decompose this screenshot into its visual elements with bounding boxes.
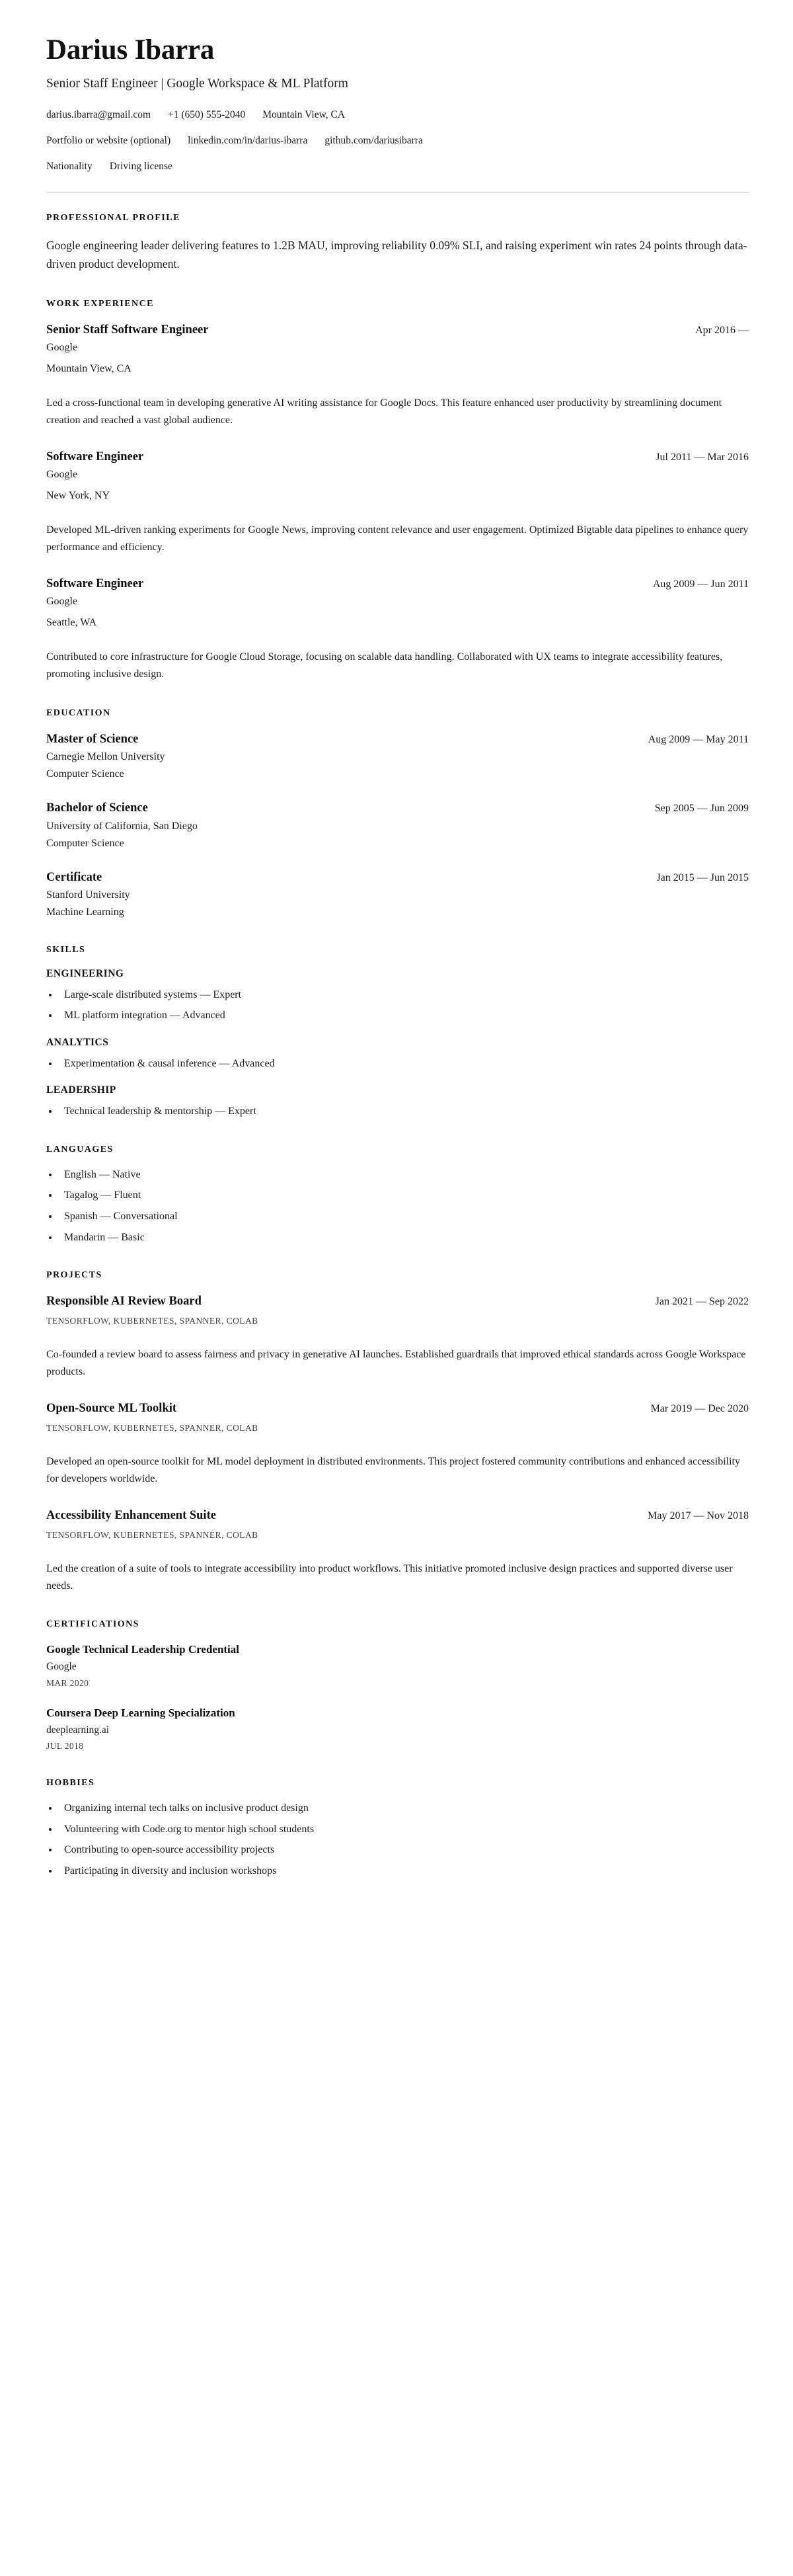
skill-list <box>46 1057 749 1072</box>
header-divider <box>46 192 749 193</box>
work-entry <box>46 449 749 556</box>
work-entry-dates: Jul 2011 — Mar 2016 <box>656 451 749 463</box>
work-entry-location: Mountain View, CA <box>46 362 132 374</box>
project-title: Responsible AI Review Board <box>46 1295 202 1308</box>
contact-linkedin[interactable]: linkedin.com/in/darius-ibarra <box>188 134 308 146</box>
skill-list <box>46 988 749 1024</box>
education-field: Machine Learning <box>46 906 124 918</box>
work-entry-organization: Google <box>46 468 78 480</box>
contact-driving-license: Driving license <box>109 161 172 172</box>
certification-issuer: Google <box>46 1661 77 1673</box>
section-title-work-experience: WORK EXPERIENCE <box>46 298 154 309</box>
language-item: English — Native <box>46 1168 749 1183</box>
work-entry-description: Developed ML-driven ranking experiments for Google News, improving content relevance and user engagement. Optimized Bigtable data pipelines to enhance query performance and efficiency. <box>46 524 749 553</box>
skill-item: ML platform integration — Advanced <box>46 1008 749 1024</box>
certification-issuer: deeplearning.ai <box>46 1724 110 1736</box>
work-entry-head <box>46 449 749 465</box>
work-entry-description: Contributed to core infrastructure for Google Cloud Storage, focusing on scalable data handling. Collaborated with UX teams to integrate accessibility features, promoting inclusive design. <box>46 651 723 680</box>
work-entry-description: Led a cross-functional team in developing generative AI writing assistance for Google Docs. This feature enhanced user productivity by streamlining document creation and reached a vast global audience. <box>46 397 722 426</box>
work-entry <box>46 322 749 429</box>
skill-group-title: ANALYTICS <box>46 1037 109 1049</box>
hobby-item: Volunteering with Code.org to mentor high school students <box>46 1822 749 1837</box>
work-entry-head <box>46 576 749 592</box>
project-entry <box>46 1293 749 1381</box>
education-dates: Sep 2005 — Jun 2009 <box>654 803 749 815</box>
contact-portfolio[interactable]: Portfolio or website (optional) <box>46 134 171 146</box>
work-entry-dates: Apr 2016 — <box>695 324 749 336</box>
language-list <box>46 1168 749 1246</box>
section-title-professional-profile: PROFESSIONAL PROFILE <box>46 213 180 223</box>
project-description: Developed an open-source toolkit for ML model deployment in distributed environments. This project fostered community contributions and enhanced accessibility for developers worldwide. <box>46 1455 740 1484</box>
skill-group-analytics <box>46 1037 749 1071</box>
section-title-hobbies: HOBBIES <box>46 1778 95 1789</box>
project-title: Open-Source ML Toolkit <box>46 1401 177 1415</box>
skill-item: Technical leadership & mentorship — Expert <box>46 1104 749 1119</box>
education-entry <box>46 731 749 782</box>
project-tech-stack: TENSORFLOW, KUBERNETES, SPANNER, COLAB <box>46 1529 258 1540</box>
work-entry-organization: Google <box>46 596 78 608</box>
project-title: Accessibility Enhancement Suite <box>46 1508 216 1522</box>
work-entry-title: Senior Staff Software Engineer <box>46 323 209 337</box>
project-dates: May 2017 — Nov 2018 <box>648 1509 749 1521</box>
education-field: Computer Science <box>46 768 124 780</box>
hobby-item: Contributing to open-source accessibility projects <box>46 1843 749 1858</box>
certification-date: JUL 2018 <box>46 1741 84 1751</box>
candidate-name: Darius Ibarra <box>46 34 215 65</box>
project-description: Co-founded a review board to assess fairness and privacy in generative AI launches. Established guardrails that improved ethical standards across Google Workspace products. <box>46 1349 746 1378</box>
contact-email[interactable]: darius.ibarra@gmail.com <box>46 108 151 120</box>
contact-row-misc <box>46 159 749 174</box>
education-degree: Master of Science <box>46 733 139 746</box>
skill-group-engineering <box>46 968 749 1024</box>
hobby-item: Organizing internal tech talks on inclusive product design <box>46 1801 749 1816</box>
section-certifications <box>46 1619 749 1753</box>
section-hobbies <box>46 1778 749 1879</box>
education-entry <box>46 800 749 850</box>
section-title-skills: SKILLS <box>46 945 86 955</box>
certification-entry <box>46 1642 749 1689</box>
work-entry-location: Seattle, WA <box>46 617 97 629</box>
project-entry-head <box>46 1400 749 1416</box>
section-title-languages: LANGUAGES <box>46 1144 114 1154</box>
work-entry-title: Software Engineer <box>46 450 144 463</box>
skill-list <box>46 1104 749 1119</box>
work-entry-title: Software Engineer <box>46 577 144 590</box>
contact-github[interactable]: github.com/dariusibarra <box>324 134 423 146</box>
contact-row-primary <box>46 107 749 122</box>
education-degree: Bachelor of Science <box>46 801 148 815</box>
skill-item: Large-scale distributed systems — Expert <box>46 988 749 1003</box>
project-entry-head <box>46 1508 749 1523</box>
project-tech-stack: TENSORFLOW, KUBERNETES, SPANNER, COLAB <box>46 1316 258 1326</box>
education-school: Carnegie Mellon University <box>46 751 165 763</box>
skill-group-title: ENGINEERING <box>46 968 124 980</box>
certification-title: Coursera Deep Learning Specialization <box>46 1706 235 1719</box>
project-tech-stack: TENSORFLOW, KUBERNETES, SPANNER, COLAB <box>46 1423 258 1433</box>
education-school: Stanford University <box>46 889 130 901</box>
professional-profile-text: Google engineering leader delivering features to 1.2B MAU, improving reliability 0.09% SLI, and raising experiment win rates 24 points through data-driven product development. <box>46 239 747 271</box>
hobby-list <box>46 1801 749 1879</box>
skill-group-title: LEADERSHIP <box>46 1084 116 1096</box>
candidate-headline: Senior Staff Engineer | Google Workspace & ML Platform <box>46 77 348 91</box>
section-skills <box>46 945 749 1119</box>
project-description: Led the creation of a suite of tools to integrate accessibility into product workflows. This initiative promoted inclusive design practices and supported diverse user needs. <box>46 1562 733 1591</box>
work-entry <box>46 576 749 683</box>
contact-row-links <box>46 133 749 148</box>
contact-phone[interactable]: +1 (650) 555-2040 <box>168 108 246 120</box>
contact-nationality: Nationality <box>46 161 93 172</box>
contact-location: Mountain View, CA <box>262 108 346 120</box>
section-title-projects: PROJECTS <box>46 1270 102 1281</box>
education-entry-head <box>46 731 749 747</box>
education-entry-head <box>46 869 749 885</box>
skill-item: Experimentation & causal inference — Advanced <box>46 1057 749 1072</box>
language-item: Spanish — Conversational <box>46 1209 749 1225</box>
section-professional-profile <box>46 213 749 273</box>
work-entry-head <box>46 322 749 338</box>
work-entry-location: New York, NY <box>46 490 110 501</box>
education-entry <box>46 869 749 920</box>
project-entry-head <box>46 1293 749 1309</box>
section-title-certifications: CERTIFICATIONS <box>46 1619 139 1630</box>
education-dates: Aug 2009 — May 2011 <box>648 734 749 746</box>
section-languages <box>46 1145 749 1246</box>
resume-content <box>46 34 749 1879</box>
language-item: Tagalog — Fluent <box>46 1188 749 1203</box>
hobby-item: Participating in diversity and inclusion workshops <box>46 1864 749 1879</box>
certification-title: Google Technical Leadership Credential <box>46 1643 240 1656</box>
education-degree: Certificate <box>46 870 102 884</box>
project-entry <box>46 1400 749 1488</box>
education-field: Computer Science <box>46 837 124 849</box>
education-school: University of California, San Diego <box>46 820 198 832</box>
section-title-education: EDUCATION <box>46 708 111 719</box>
language-item: Mandarin — Basic <box>46 1230 749 1246</box>
section-projects <box>46 1270 749 1594</box>
work-entry-organization: Google <box>46 341 78 353</box>
project-dates: Jan 2021 — Sep 2022 <box>655 1296 749 1308</box>
project-dates: Mar 2019 — Dec 2020 <box>650 1402 749 1414</box>
education-dates: Jan 2015 — Jun 2015 <box>656 871 749 883</box>
work-entry-dates: Aug 2009 — Jun 2011 <box>652 579 749 590</box>
resume-header <box>46 34 749 193</box>
certification-date: MAR 2020 <box>46 1677 89 1688</box>
skill-group-leadership <box>46 1084 749 1119</box>
section-work-experience <box>46 299 749 684</box>
project-entry <box>46 1508 749 1595</box>
education-entry-head <box>46 800 749 816</box>
certification-entry <box>46 1706 749 1753</box>
section-education <box>46 708 749 920</box>
